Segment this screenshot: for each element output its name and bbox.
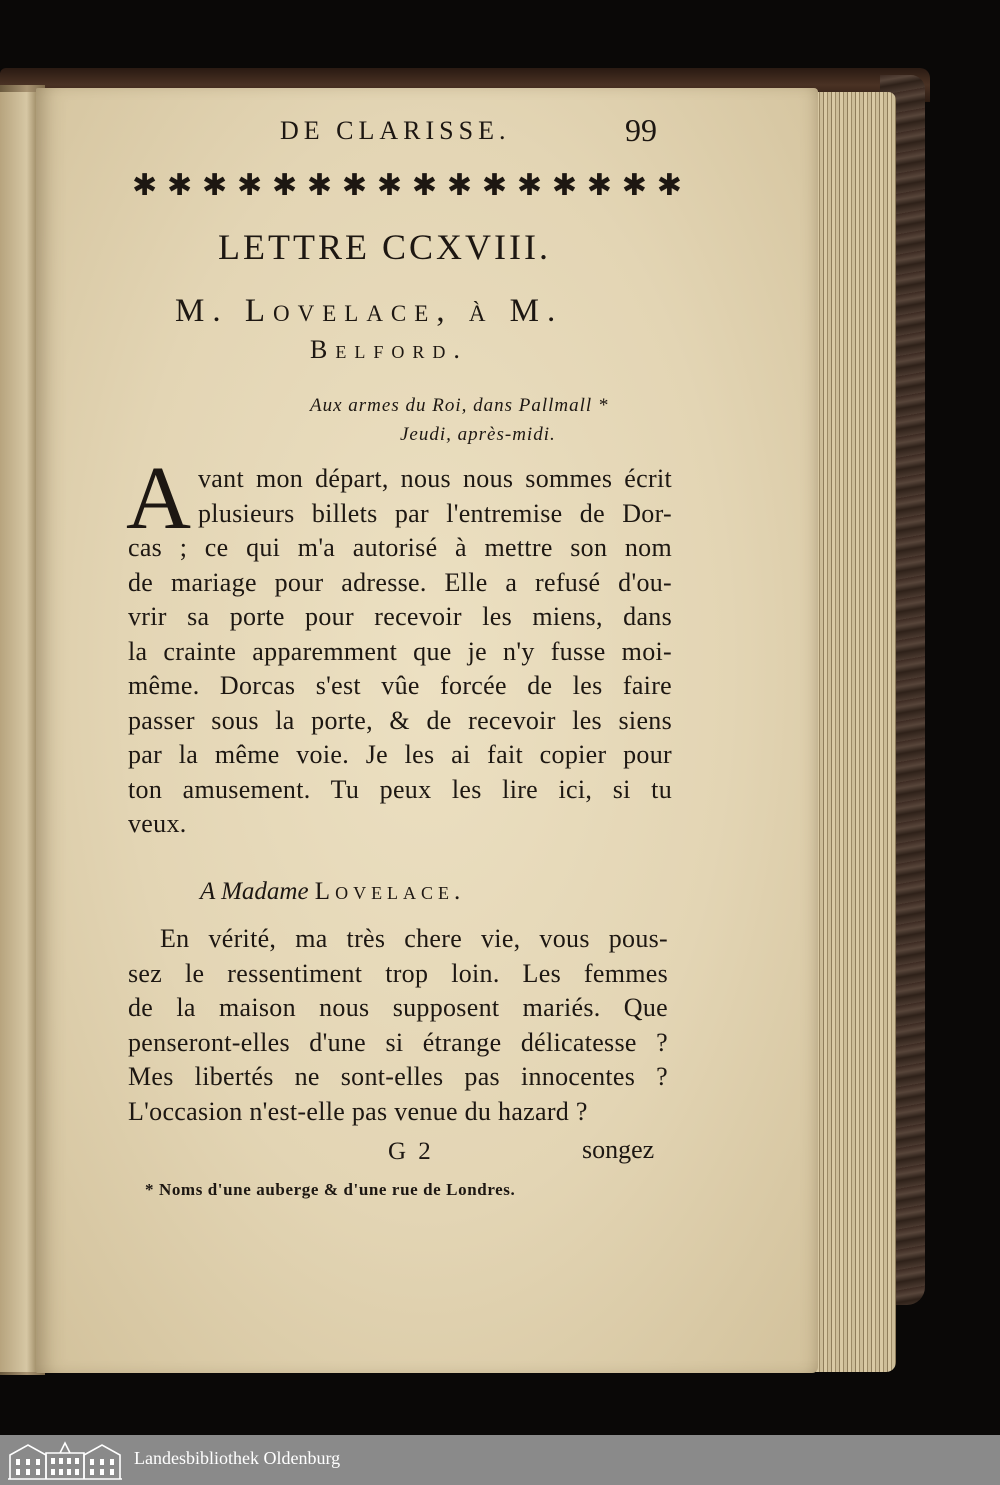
text-line: plusieurs billets par l'entremise de Dor-: [198, 498, 672, 528]
ornament-star: ✱: [201, 168, 228, 203]
ornament-star: ✱: [446, 168, 472, 203]
facing-page-edge: [0, 92, 38, 1372]
letter-date: Jeudi, après-midi.: [400, 424, 556, 445]
text-line: veux.: [128, 809, 187, 838]
text-line: Mes libertés ne sont-elles pas innocentes ?: [128, 1062, 668, 1091]
library-name: Landesbibliothek Oldenburg: [134, 1448, 341, 1468]
ornament-star: ✱: [551, 168, 577, 203]
ornament-star: ✱: [481, 168, 507, 203]
letter-address-line2: Belford.: [310, 335, 468, 364]
salutation-name: Lovelace.: [314, 878, 466, 905]
text-line: de mariage pour adresse. Elle a refusé d'ou-: [128, 567, 672, 597]
text-line: cas ; ce qui m'a autorisé à mettre son nom: [128, 533, 672, 562]
library-banner: [0, 1435, 1000, 1485]
ornament-star: ✱: [271, 168, 298, 203]
page-number: 99: [625, 112, 657, 148]
letter-title: LETTRE CCXVIII.: [218, 227, 551, 267]
ornament-star: ✱: [376, 168, 403, 203]
text-line: L'occasion n'est-elle pas venue du hazard ?: [128, 1096, 588, 1126]
text-line: même. Dorcas s'est vûe forcée de les faire: [128, 671, 672, 700]
running-head: DE CLARISSE.: [280, 116, 511, 145]
letter-place: Aux armes du Roi, dans Pallmall *: [310, 395, 609, 416]
ornament-star: ✱: [306, 168, 333, 203]
text-line: penseront-elles d'une si étrange délicatesse ?: [128, 1027, 668, 1057]
ornament-star: ✱: [411, 168, 438, 203]
ornament-star: ✱: [341, 168, 368, 203]
text-line: vant mon départ, nous nous sommes écrit: [198, 464, 672, 493]
letter-address-line1: M. Lovelace, à M.: [175, 293, 564, 329]
salutation: [200, 878, 465, 906]
ornament-star: ✱: [166, 168, 193, 203]
footnote: * Noms d'une auberge & d'une rue de Londres.: [145, 1180, 516, 1199]
text-line: par la même voie. Je les ai fait copier pour: [128, 740, 672, 769]
catchword: songez: [582, 1135, 655, 1164]
text-line: ton amusement. Tu peux les lire ici, si tu: [128, 774, 672, 804]
ornament-star: ✱: [132, 168, 158, 203]
drop-cap: A: [126, 449, 191, 548]
text-line: la crainte apparemment que je n'y fusse moi-: [128, 636, 672, 666]
salutation-prefix: A Madame: [200, 878, 309, 905]
ornament-rule: [132, 168, 682, 203]
text-line: de la maison nous supposent mariés. Que: [128, 993, 668, 1022]
ornament-star: ✱: [621, 168, 647, 203]
text-line: passer sous la porte, & de recevoir les siens: [128, 705, 672, 735]
ornament-star: ✱: [236, 168, 263, 203]
text-line: vrir sa porte pour recevoir les miens, dans: [128, 602, 672, 631]
text-line: En vérité, ma très chere vie, vous pous-: [160, 924, 668, 953]
ornament-star: ✱: [656, 168, 682, 203]
library-building-icon: [6, 1439, 124, 1481]
signature-mark: G 2: [388, 1138, 434, 1165]
ornament-star: ✱: [586, 168, 612, 203]
ornament-star: ✱: [516, 168, 542, 203]
text-line: sez le ressentiment trop loin. Les femmes: [128, 958, 668, 988]
